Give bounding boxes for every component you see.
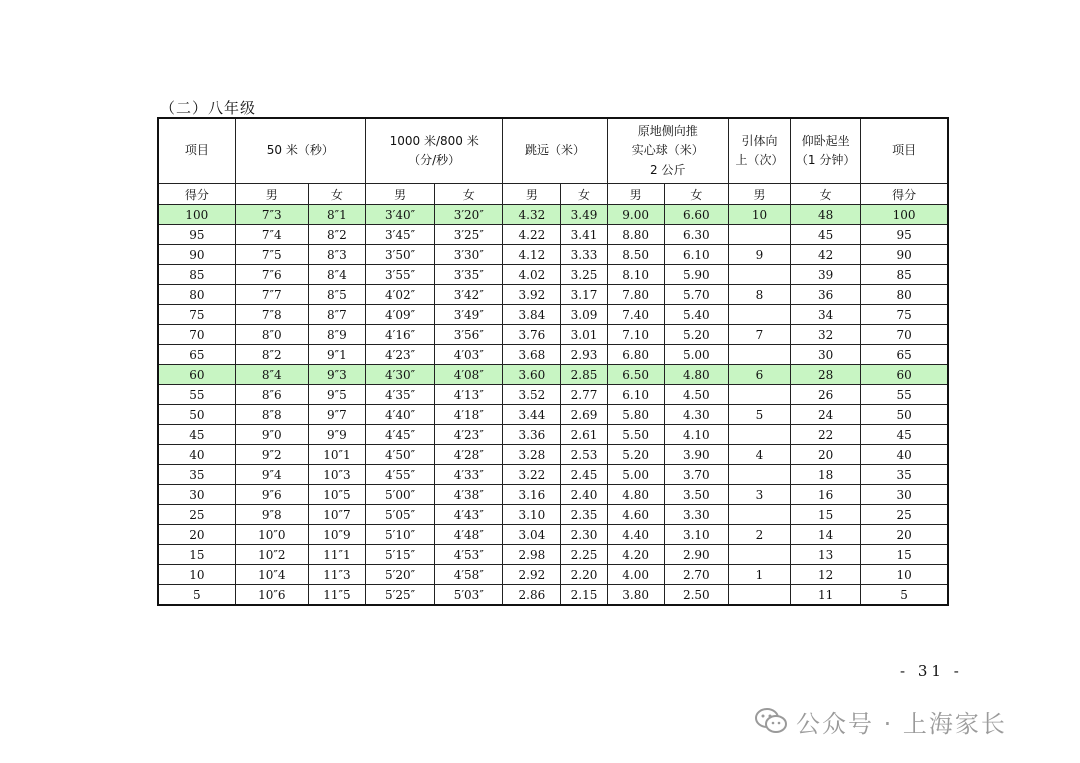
table-row (158, 445, 948, 465)
cell-jump-male: 3.92 (503, 285, 561, 305)
cell-jump-male: 4.32 (503, 205, 561, 225)
cell-run50-female: 11″5 (308, 585, 365, 606)
cell-ball-male: 7.10 (607, 325, 664, 345)
header-score: 得分 (158, 184, 235, 205)
cell-jump-female: 3.25 (561, 265, 607, 285)
cell-ball-female: 3.30 (664, 505, 728, 525)
cell-run50-female: 11″3 (308, 565, 365, 585)
cell-ball-female: 3.70 (664, 465, 728, 485)
cell-run800-female: 4′08″ (435, 365, 503, 385)
cell-run800-female: 5′03″ (435, 585, 503, 606)
cell-score: 60 (158, 365, 235, 385)
cell-jump-male: 4.02 (503, 265, 561, 285)
cell-ball-female: 6.10 (664, 245, 728, 265)
cell-ball-female: 6.30 (664, 225, 728, 245)
cell-run50-male: 7″5 (235, 245, 308, 265)
cell-jump-male: 3.52 (503, 385, 561, 405)
cell-run50-female: 8″7 (308, 305, 365, 325)
cell-pullup-male: 3 (728, 485, 790, 505)
cell-run1000-male: 5′25″ (366, 585, 435, 606)
cell-run1000-male: 3′55″ (366, 265, 435, 285)
header-male: 男 (728, 184, 790, 205)
cell-pullup-male: 10 (728, 205, 790, 225)
cell-run50-male: 8″6 (235, 385, 308, 405)
cell-situp-female: 15 (791, 505, 861, 525)
cell-ball-female: 2.90 (664, 545, 728, 565)
cell-pullup-male: 7 (728, 325, 790, 345)
header-situp: 仰卧起坐 （1 分钟） (791, 118, 861, 184)
cell-score-right: 35 (861, 465, 948, 485)
cell-run1000-male: 4′40″ (366, 405, 435, 425)
cell-run50-female: 9″7 (308, 405, 365, 425)
cell-pullup-male: 4 (728, 445, 790, 465)
cell-run1000-male: 5′05″ (366, 505, 435, 525)
cell-jump-male: 3.28 (503, 445, 561, 465)
cell-pullup-male (728, 305, 790, 325)
cell-ball-female: 5.20 (664, 325, 728, 345)
cell-ball-male: 5.00 (607, 465, 664, 485)
cell-jump-female: 3.33 (561, 245, 607, 265)
cell-situp-female: 48 (791, 205, 861, 225)
cell-run50-male: 8″2 (235, 345, 308, 365)
cell-score: 35 (158, 465, 235, 485)
cell-run800-female: 4′18″ (435, 405, 503, 425)
cell-run800-female: 3′35″ (435, 265, 503, 285)
cell-ball-male: 6.80 (607, 345, 664, 365)
table-row (158, 325, 948, 345)
cell-run50-male: 10″6 (235, 585, 308, 606)
cell-pullup-male (728, 465, 790, 485)
cell-run1000-male: 5′20″ (366, 565, 435, 585)
table-row (158, 245, 948, 265)
cell-run1000-male: 3′40″ (366, 205, 435, 225)
cell-jump-male: 3.04 (503, 525, 561, 545)
cell-ball-male: 9.00 (607, 205, 664, 225)
table-row (158, 385, 948, 405)
cell-score-right: 85 (861, 265, 948, 285)
cell-jump-male: 3.68 (503, 345, 561, 365)
cell-run50-female: 9″3 (308, 365, 365, 385)
cell-run800-female: 4′53″ (435, 545, 503, 565)
cell-jump-male: 4.22 (503, 225, 561, 245)
cell-run50-female: 10″7 (308, 505, 365, 525)
cell-run800-female: 4′28″ (435, 445, 503, 465)
cell-score: 80 (158, 285, 235, 305)
cell-ball-male: 8.10 (607, 265, 664, 285)
cell-jump-female: 3.01 (561, 325, 607, 345)
table-row (158, 225, 948, 245)
cell-jump-female: 3.49 (561, 205, 607, 225)
score-table (157, 117, 949, 606)
header-pullup: 引体向 上（次） (728, 118, 790, 184)
cell-run50-male: 10″2 (235, 545, 308, 565)
page-number: - 31 - (900, 662, 963, 680)
cell-run50-male: 9″6 (235, 485, 308, 505)
cell-run1000-male: 4′45″ (366, 425, 435, 445)
cell-situp-female: 42 (791, 245, 861, 265)
cell-score-right: 80 (861, 285, 948, 305)
cell-run800-female: 4′03″ (435, 345, 503, 365)
cell-score-right: 60 (861, 365, 948, 385)
header-male: 男 (235, 184, 308, 205)
cell-score: 40 (158, 445, 235, 465)
cell-situp-female: 18 (791, 465, 861, 485)
cell-pullup-male: 2 (728, 525, 790, 545)
table-row (158, 205, 948, 225)
cell-pullup-male: 5 (728, 405, 790, 425)
cell-run50-female: 8″2 (308, 225, 365, 245)
cell-ball-female: 3.50 (664, 485, 728, 505)
cell-run50-female: 8″4 (308, 265, 365, 285)
cell-score-right: 20 (861, 525, 948, 545)
header-row-items (158, 118, 948, 184)
cell-run50-male: 10″0 (235, 525, 308, 545)
cell-score: 45 (158, 425, 235, 445)
header-ball: 原地侧向推 实心球（米） 2 公斤 (607, 118, 728, 184)
cell-run50-female: 10″3 (308, 465, 365, 485)
cell-situp-female: 12 (791, 565, 861, 585)
cell-run800-female: 3′25″ (435, 225, 503, 245)
cell-ball-male: 7.80 (607, 285, 664, 305)
cell-jump-female: 2.30 (561, 525, 607, 545)
cell-run50-female: 11″1 (308, 545, 365, 565)
cell-run50-male: 7″6 (235, 265, 308, 285)
header-score-right: 得分 (861, 184, 948, 205)
cell-ball-male: 8.50 (607, 245, 664, 265)
header-jump: 跳远（米） (503, 118, 607, 184)
cell-jump-female: 2.35 (561, 505, 607, 525)
cell-score-right: 55 (861, 385, 948, 405)
header-run50: 50 米（秒） (235, 118, 365, 184)
header-female: 女 (791, 184, 861, 205)
cell-score-right: 50 (861, 405, 948, 425)
cell-run800-female: 4′13″ (435, 385, 503, 405)
cell-run50-female: 10″9 (308, 525, 365, 545)
cell-run50-male: 7″8 (235, 305, 308, 325)
cell-pullup-male (728, 345, 790, 365)
cell-jump-female: 2.25 (561, 545, 607, 565)
cell-situp-female: 24 (791, 405, 861, 425)
cell-ball-male: 4.80 (607, 485, 664, 505)
cell-pullup-male (728, 225, 790, 245)
cell-jump-female: 2.77 (561, 385, 607, 405)
table-row (158, 465, 948, 485)
cell-score: 25 (158, 505, 235, 525)
cell-situp-female: 28 (791, 365, 861, 385)
cell-jump-male: 3.60 (503, 365, 561, 385)
cell-ball-female: 5.40 (664, 305, 728, 325)
cell-run50-male: 8″0 (235, 325, 308, 345)
cell-situp-female: 26 (791, 385, 861, 405)
cell-jump-male: 3.10 (503, 505, 561, 525)
table-row (158, 585, 948, 606)
cell-ball-female: 4.30 (664, 405, 728, 425)
table-row (158, 425, 948, 445)
cell-run1000-male: 4′35″ (366, 385, 435, 405)
cell-situp-female: 45 (791, 225, 861, 245)
cell-pullup-male (728, 425, 790, 445)
cell-pullup-male: 1 (728, 565, 790, 585)
cell-score-right: 100 (861, 205, 948, 225)
cell-jump-female: 2.20 (561, 565, 607, 585)
cell-situp-female: 36 (791, 285, 861, 305)
cell-run50-female: 10″1 (308, 445, 365, 465)
cell-run50-male: 9″4 (235, 465, 308, 485)
cell-run800-female: 4′23″ (435, 425, 503, 445)
cell-score-right: 75 (861, 305, 948, 325)
cell-run1000-male: 4′50″ (366, 445, 435, 465)
header-female: 女 (664, 184, 728, 205)
cell-run50-female: 8″3 (308, 245, 365, 265)
cell-jump-male: 3.84 (503, 305, 561, 325)
header-male: 男 (607, 184, 664, 205)
cell-ball-female: 3.90 (664, 445, 728, 465)
cell-score-right: 25 (861, 505, 948, 525)
cell-run800-female: 4′58″ (435, 565, 503, 585)
watermark-text: 公众号 · 上海家长 (796, 709, 1007, 738)
cell-situp-female: 16 (791, 485, 861, 505)
cell-score: 20 (158, 525, 235, 545)
cell-ball-male: 4.20 (607, 545, 664, 565)
cell-run1000-male: 4′30″ (366, 365, 435, 385)
cell-jump-female: 2.45 (561, 465, 607, 485)
cell-run50-female: 10″5 (308, 485, 365, 505)
cell-jump-male: 2.92 (503, 565, 561, 585)
cell-jump-male: 2.98 (503, 545, 561, 565)
cell-run1000-male: 4′09″ (366, 305, 435, 325)
cell-run50-male: 8″4 (235, 365, 308, 385)
cell-run800-female: 4′38″ (435, 485, 503, 505)
cell-run50-male: 7″7 (235, 285, 308, 305)
cell-run1000-male: 5′00″ (366, 485, 435, 505)
cell-jump-female: 2.69 (561, 405, 607, 425)
table-row (158, 505, 948, 525)
cell-run800-female: 4′43″ (435, 505, 503, 525)
header-item-right: 项目 (861, 118, 948, 184)
cell-jump-male: 3.22 (503, 465, 561, 485)
cell-situp-female: 20 (791, 445, 861, 465)
cell-ball-male: 5.80 (607, 405, 664, 425)
cell-jump-female: 3.09 (561, 305, 607, 325)
cell-jump-female: 2.15 (561, 585, 607, 606)
cell-score: 75 (158, 305, 235, 325)
cell-jump-female: 3.17 (561, 285, 607, 305)
cell-run800-female: 4′48″ (435, 525, 503, 545)
cell-score: 30 (158, 485, 235, 505)
cell-situp-female: 22 (791, 425, 861, 445)
cell-situp-female: 34 (791, 305, 861, 325)
cell-pullup-male (728, 585, 790, 606)
header-female: 女 (308, 184, 365, 205)
cell-ball-male: 7.40 (607, 305, 664, 325)
table-row (158, 565, 948, 585)
header-row-gender (158, 184, 948, 205)
cell-pullup-male (728, 545, 790, 565)
cell-run800-female: 3′49″ (435, 305, 503, 325)
cell-run50-male: 8″8 (235, 405, 308, 425)
table-row (158, 265, 948, 285)
cell-run50-male: 9″2 (235, 445, 308, 465)
cell-pullup-male (728, 385, 790, 405)
cell-pullup-male: 6 (728, 365, 790, 385)
cell-score-right: 15 (861, 545, 948, 565)
cell-jump-female: 2.61 (561, 425, 607, 445)
wechat-icon (754, 706, 788, 736)
cell-run50-female: 8″1 (308, 205, 365, 225)
cell-pullup-male: 9 (728, 245, 790, 265)
cell-run50-male: 9″0 (235, 425, 308, 445)
cell-score: 100 (158, 205, 235, 225)
cell-jump-female: 2.40 (561, 485, 607, 505)
table-row (158, 405, 948, 425)
cell-run1000-male: 4′55″ (366, 465, 435, 485)
cell-run50-male: 7″3 (235, 205, 308, 225)
cell-ball-male: 8.80 (607, 225, 664, 245)
cell-situp-female: 30 (791, 345, 861, 365)
cell-pullup-male (728, 505, 790, 525)
cell-ball-female: 2.70 (664, 565, 728, 585)
cell-run50-female: 9″5 (308, 385, 365, 405)
cell-score-right: 95 (861, 225, 948, 245)
cell-jump-male: 2.86 (503, 585, 561, 606)
cell-jump-female: 2.53 (561, 445, 607, 465)
cell-run50-male: 10″4 (235, 565, 308, 585)
cell-ball-male: 5.50 (607, 425, 664, 445)
cell-ball-female: 5.90 (664, 265, 728, 285)
cell-score: 5 (158, 585, 235, 606)
cell-score-right: 45 (861, 425, 948, 445)
cell-situp-female: 14 (791, 525, 861, 545)
cell-run800-female: 3′30″ (435, 245, 503, 265)
cell-score-right: 65 (861, 345, 948, 365)
table-row (158, 485, 948, 505)
cell-situp-female: 39 (791, 265, 861, 285)
cell-run800-female: 4′33″ (435, 465, 503, 485)
cell-ball-male: 4.60 (607, 505, 664, 525)
cell-score: 85 (158, 265, 235, 285)
cell-jump-male: 3.16 (503, 485, 561, 505)
cell-ball-male: 3.80 (607, 585, 664, 606)
cell-run50-male: 9″8 (235, 505, 308, 525)
cell-score: 15 (158, 545, 235, 565)
cell-ball-female: 4.10 (664, 425, 728, 445)
cell-jump-female: 3.41 (561, 225, 607, 245)
header-male: 男 (366, 184, 435, 205)
cell-jump-female: 2.85 (561, 365, 607, 385)
watermark (754, 704, 1007, 738)
cell-score: 95 (158, 225, 235, 245)
cell-ball-female: 5.00 (664, 345, 728, 365)
header-male: 男 (503, 184, 561, 205)
cell-run50-female: 9″1 (308, 345, 365, 365)
cell-run800-female: 3′56″ (435, 325, 503, 345)
cell-score-right: 40 (861, 445, 948, 465)
cell-situp-female: 13 (791, 545, 861, 565)
section-title: （二）八年级 (160, 99, 257, 117)
cell-run50-male: 7″4 (235, 225, 308, 245)
table-row (158, 305, 948, 325)
cell-ball-female: 3.10 (664, 525, 728, 545)
cell-run1000-male: 4′23″ (366, 345, 435, 365)
cell-score: 65 (158, 345, 235, 365)
cell-run50-female: 8″9 (308, 325, 365, 345)
header-run1000: 1000 米/800 米 （分/秒） (366, 118, 503, 184)
cell-ball-male: 6.50 (607, 365, 664, 385)
cell-jump-male: 4.12 (503, 245, 561, 265)
cell-score: 90 (158, 245, 235, 265)
header-item: 项目 (158, 118, 235, 184)
cell-score: 55 (158, 385, 235, 405)
table-row (158, 365, 948, 385)
table-row (158, 345, 948, 365)
cell-ball-female: 6.60 (664, 205, 728, 225)
cell-run1000-male: 3′45″ (366, 225, 435, 245)
cell-ball-male: 4.00 (607, 565, 664, 585)
cell-run1000-male: 5′10″ (366, 525, 435, 545)
cell-run50-female: 9″9 (308, 425, 365, 445)
cell-run1000-male: 3′50″ (366, 245, 435, 265)
cell-score-right: 70 (861, 325, 948, 345)
cell-situp-female: 32 (791, 325, 861, 345)
cell-score: 10 (158, 565, 235, 585)
table-row (158, 525, 948, 545)
cell-jump-male: 3.76 (503, 325, 561, 345)
cell-run1000-male: 4′02″ (366, 285, 435, 305)
cell-jump-female: 2.93 (561, 345, 607, 365)
cell-run800-female: 3′20″ (435, 205, 503, 225)
cell-ball-female: 2.50 (664, 585, 728, 606)
cell-score-right: 90 (861, 245, 948, 265)
cell-jump-male: 3.44 (503, 405, 561, 425)
cell-pullup-male: 8 (728, 285, 790, 305)
cell-ball-male: 6.10 (607, 385, 664, 405)
cell-pullup-male (728, 265, 790, 285)
cell-situp-female: 11 (791, 585, 861, 606)
cell-run1000-male: 4′16″ (366, 325, 435, 345)
cell-run800-female: 3′42″ (435, 285, 503, 305)
cell-ball-female: 4.80 (664, 365, 728, 385)
cell-run1000-male: 5′15″ (366, 545, 435, 565)
cell-score: 50 (158, 405, 235, 425)
cell-score: 70 (158, 325, 235, 345)
header-female: 女 (435, 184, 503, 205)
cell-jump-male: 3.36 (503, 425, 561, 445)
cell-score-right: 30 (861, 485, 948, 505)
table-row (158, 545, 948, 565)
table-row (158, 285, 948, 305)
cell-ball-male: 4.40 (607, 525, 664, 545)
header-female: 女 (561, 184, 607, 205)
cell-score-right: 5 (861, 585, 948, 606)
cell-ball-male: 5.20 (607, 445, 664, 465)
cell-ball-female: 5.70 (664, 285, 728, 305)
cell-ball-female: 4.50 (664, 385, 728, 405)
cell-run50-female: 8″5 (308, 285, 365, 305)
cell-score-right: 10 (861, 565, 948, 585)
